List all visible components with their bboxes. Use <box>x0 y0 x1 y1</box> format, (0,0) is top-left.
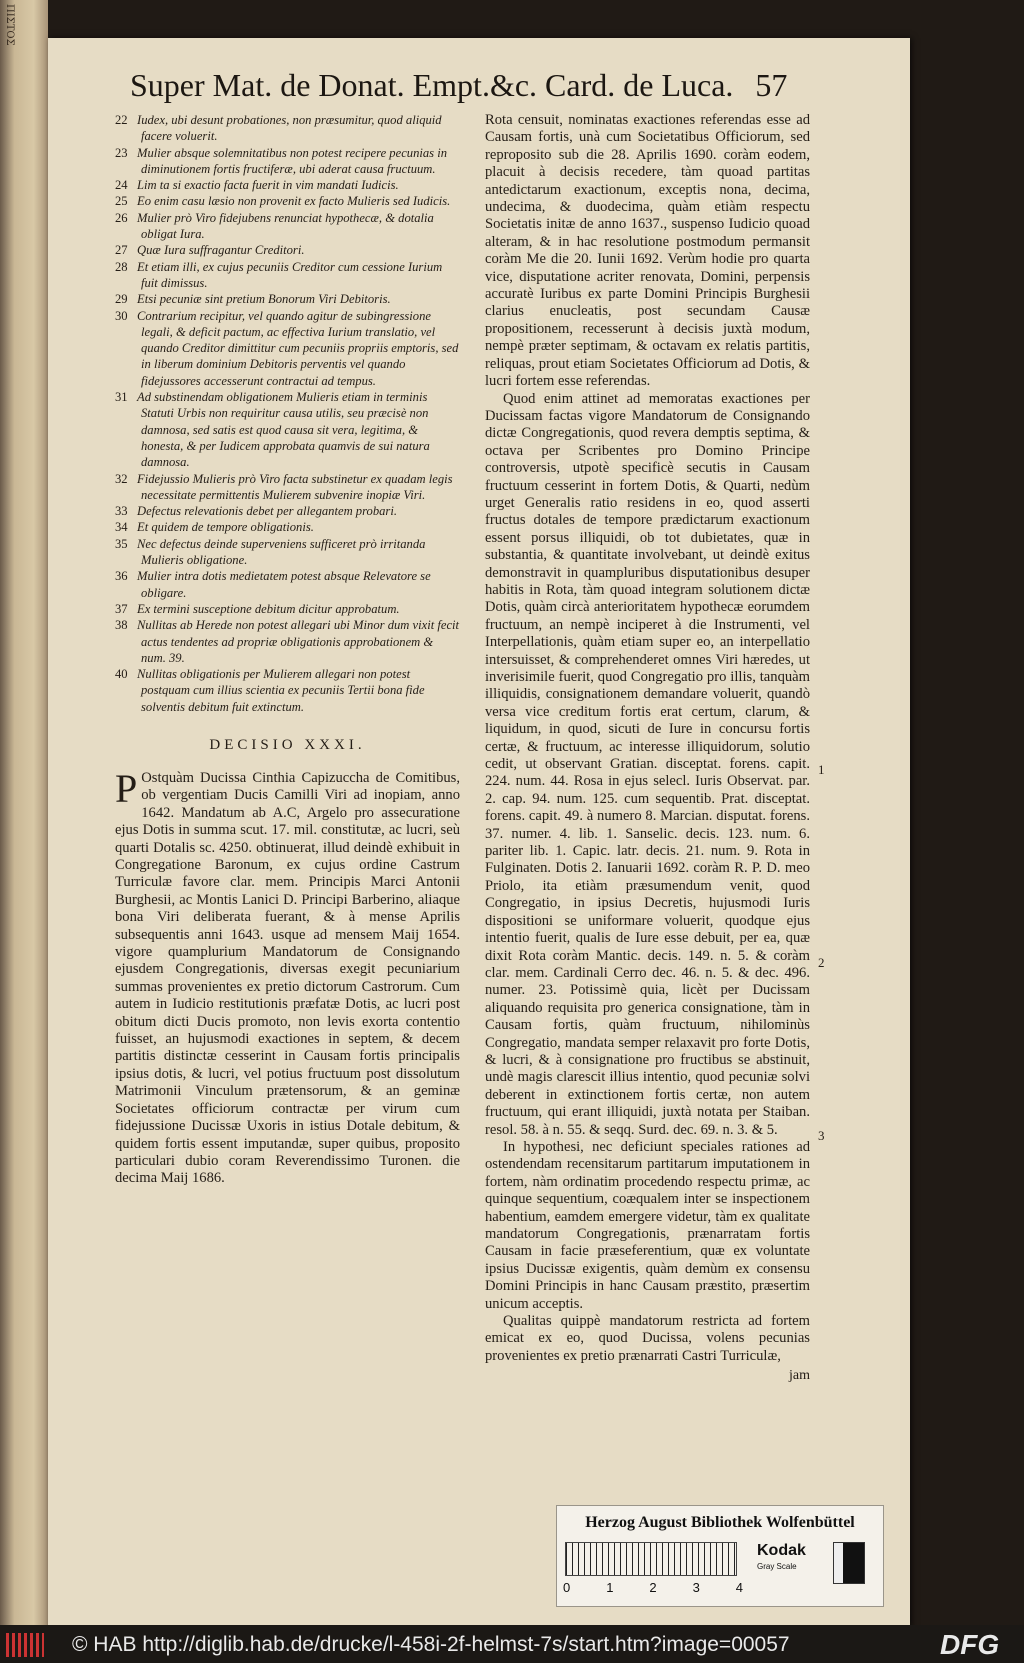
card-title: Herzog August Bibliothek Wolfenbüttel <box>585 1514 855 1531</box>
scale-label: 3 <box>692 1580 700 1595</box>
running-header <box>130 67 830 104</box>
summary-item <box>115 145 460 178</box>
scale-label: 1 <box>606 1580 614 1595</box>
left-column <box>115 112 460 1188</box>
body-paragraph: Quod enim attinet ad memoratas exactiones per Ducissam factas vigore Mandatorum de Consignando dictæ Congregationis, quod revera demptis septima, & octava per Scribentes pro Domino Principe controversis, utpotè specificè secutis in Causam fructuum cesserint in fortem Dotis, & Quarti, nedùm urget Generalis ratio residens in eo, quod asserti fructus dotales de tempore prædictarum exactionum essent porsus illiquidi, ob tot dubietates, quæ in substantia, & quantitate involvebant, ut deindè exitus demonstravit in quampluribus disputationibus desuper habitis in Rota, tàm quoad integram solutionem dictæ Dotis, quàm circà anterioritatem hypothecæ eorumdem fructuum, an nempè inciperet à die Instrumenti, vel Interpellationis, quàm etiam super eo, an interpellatio intersuisset, & comprehenderet omnes Viri hæredes, ut inverisimile fuerit, quod Congregatio pro illis, tanquàm illiquidis, consignationem demandare voluerit, quandò versa vice creditum fortis erat certum, clarum, & liquidum, in quod, sicuti de Iure in concursu fortis certæ, & fructuum, ac interesse illiquidorum, solutio cedit, ut observant Gratian. disceptat. forens. capit. 224. num. 44. Rosa in ejus selecl. Iuris Observat. par. 2. cap. 94. num. 125. cum sequentib. Prat. disceptat. forens. capit. 49. à numero 8. Marcian. disputat. forens. 37. numer. 4. lib. 1. Sanselic. decis. 123. num. 6. pariter lib. 1. Capic. latr. decis. 21. num. 9. Rota in Fulginaten. Dotis 2. Ianuarii 1692. coràm R. P. D. meo Priolo, ita etiàm præsumendum venit, quod Congregatio, in ipsius Decretis, hujusmodi Iuris dispositioni se uniformare voluerit, quodque ejus intentio fuerit, qualis de Iure esse debuit, per ea, quæ dixit Rota coràm Mantic. decis. 149. n. 5. & coràm clar. mem. Cardinali Cerro dec. 46. n. 5. & dec. 496. numer. 23. Potissimè quia, licèt per Ducissam aliquando requisita pro generica consignatione, tàm in Causam fortis, quàm fructuum, nihilominùs Congregatio, mandata semper relaxavit pro forte Dotis, & lucri, & à consignatione pro fructibus se abstinuit, undè magis clarescit illius intentio, quod pecuniæ solvi deberent in extinctionem fortis certæ, non autem fructuum, qui erant illiquidi, juxtà notata per Staiban. resol. 58. à n. 55. & seqq. Surd. dec. 69. n. 3. & 5. <box>485 390 810 1138</box>
summary-number: 24 <box>115 178 128 193</box>
summary-number: 26 <box>115 210 128 225</box>
summary-item <box>115 666 460 715</box>
summary-text: Quæ Iura suffragantur Creditori. <box>137 243 305 258</box>
gray-scale-label: Gray Scale <box>757 1562 797 1571</box>
summary-number: 31 <box>115 390 128 405</box>
body-paragraph: In hypothesi, nec deficiunt speciales rationes ad ostendendam recensitarum partitarum imputationem in fortem, nàm ordinatim procedendo respectu primæ, ac quinque sequentium, coæqualem inter se inspectionem habentium, eamdem emergere videtur, tàm ex qualitate mandatorum Congregationis, prænarratam fortis Causam in facie præseferentium, quæ ex voluntate ipsius Ducissæ exigentis, quàm demùm ex consensu Domini Principis in hanc Causam præstito, præsertim unicum acceptis. <box>485 1138 810 1312</box>
running-title: Super Mat. de Donat. Empt.&c. Card. de Luca. <box>130 67 734 103</box>
scale-label: 0 <box>563 1580 571 1595</box>
summary-number: 25 <box>115 194 128 209</box>
summary-item <box>115 242 460 258</box>
dfg-logo: DFG <box>940 1629 1000 1660</box>
summary-number: 32 <box>115 471 128 486</box>
summary-number: 37 <box>115 601 128 616</box>
right-paragraphs <box>485 112 810 1365</box>
summary-text: Nullitas obligationis per Mulierem allegari non potest postquam cum illius scientia ex pecuniis Tertii bona fide solventis debitum fuit extinctum. <box>137 667 425 714</box>
summary-list <box>115 112 460 715</box>
page-number: 57 <box>755 67 788 103</box>
summary-text: Ex termini susceptione debitum dicitur approbatum. <box>137 601 400 616</box>
gray-patch <box>833 1542 865 1584</box>
scale-ruler <box>565 1542 737 1576</box>
summary-number: 40 <box>115 667 128 682</box>
summary-item <box>115 471 460 504</box>
summary-item <box>115 519 460 535</box>
kodak-brand: Kodak <box>757 1542 806 1559</box>
summary-item <box>115 568 460 601</box>
margin-number: 2 <box>818 955 825 970</box>
summary-number: 35 <box>115 536 128 551</box>
summary-text: Lim ta si exactio facta fuerit in vim mandati Iudicis. <box>137 178 399 193</box>
decisio-text: Ostquàm Ducissa Cinthia Capizuccha de Comitibus, ob vergentiam Ducis Camilli Viri ad inopiam, anno 1642. Mandatum ab A.C, Argelo pro assecuratione ejus Dotis in summa scut. 17. mil. constitutæ, ac lucri, seù quarti Dotalis sc. 4250. obtinuerat, illud deindè exhibuit in Congregatione Baronum, ex cujus ordine Castrum Turriculæ favore clar. mem. Principis Marci Antonii Burghesii, ac Montis Lanici D. Principi Barberino, aliaque bona Viri deliberata fuerant, & à mense Aprilis subsequentis anni 1643. usque ad mensem Maij 1654. vigore quamplurium Mandatorum de Consignando ejusdem Congregationis, diversas exegit pecuniarium summas provenientes ex pretio dictorum Castrorum. Cum autem in Iudicio restitutionis præfatæ Dotis, ac lucri post obitum dicti Ducis promoto, non levis exorta contentio fuisset, an hujusmodi exactiones in septem, & decem partitis distinctæ cesserint in Causam fortis principalis ipsius dotis, & lucri, vel potius fructuum post dissolutum Matrimonii Vinculum prætensorum, & an geminæ Societates officiorum contractæ per virum cum fidejussione Ducissæ Uxoris in istius Dotale debitum, & quidem fortis essent imputandæ, super quibus, proposito particulari dubio coram Reverendissimo Turonen. die decima Maij 1686. <box>115 769 460 1187</box>
margin-number: 1 <box>818 762 825 777</box>
summary-text: Eo enim casu læsio non provenit ex facto Mulieris sed Iudicis. <box>137 194 451 209</box>
scale-label: 4 <box>735 1580 743 1595</box>
margin-number: 3 <box>818 1128 825 1143</box>
summary-number: 28 <box>115 259 128 274</box>
decisio-body <box>115 765 460 1188</box>
body-paragraph: Rota censuit, nominatas exactiones referendas esse ad Causam fortis, unà cum Societatibus Officiorum, sed reproposito sub die 28. Aprilis 1690. coràm eodem, placuit à decisis recedere, tàm quoad partitas antedictarum exactionum, exceptis nona, decima, undecima, & duodecima, quàm etiàm respectu Societatis initæ de anno 1637., suspenso Iudicio quoad alteram, & in hac resolutione postmodum permansit coràm Me die 20. Iunii 1692. Verùm hodie pro quarta vice, disputatione acriter renovata, Domini, perpensis accuratè Iuribus ex parte Domini Principis Burghesii clarius enucleatis, post secundam Causæ propositionem, recesserunt à decisis juxtà modum, nempè præter septimam, & octavam ex relatis partitis, reliquas, prout etiam Societates Officiorum ad Dotis, & lucri fortem esse referendas. <box>485 112 810 390</box>
summary-text: Nullitas ab Herede non potest allegari ubi Minor dum vixit fecit actus tendentes ad propriæ obligationis approbationem & num. 39. <box>137 618 460 665</box>
summary-text: Defectus relevationis debet per allegantem probari. <box>137 504 397 519</box>
summary-text: Nec defectus deinde superveniens sufficeret prò irritanda Mulieris obligatione. <box>137 536 426 568</box>
summary-text: Etsi pecuniæ sint pretium Bonorum Viri Debitoris. <box>137 292 391 307</box>
dropcap: P <box>115 765 138 811</box>
facing-page-edge <box>0 0 48 1625</box>
barcode-icon <box>6 1633 44 1657</box>
summary-text: Mulier intra dotis medietatem potest absque Relevatore se obligare. <box>137 569 431 600</box>
summary-text: Mulier prò Viro fidejubens renunciat hypothecæ, & dotalia obligat Iura. <box>137 210 434 242</box>
summary-text: Ad substinendam obligationem Mulieris etiam in terminis Statuti Urbis non requiritur causa utilis, seu præcisè non damnosa, sed satis est quod causa sit vera, legitima, & honesta, & per Iudicem approbata quamvis de sui natura damnosa. <box>137 390 430 470</box>
summary-text: Fidejussio Mulieris prò Viro facta substinetur ex quadam legis necessitate permittentis Mulierem subvenire inopiæ Viri. <box>137 471 453 502</box>
summary-text: Et quidem de tempore obligationis. <box>137 520 314 535</box>
scale-labels <box>563 1580 743 1595</box>
summary-item <box>115 536 460 569</box>
summary-item <box>115 193 460 209</box>
body-paragraph: Qualitas quippè mandatorum restricta ad fortem emicat ex eo, quod Ducissa, volens pecunias provenientes ex pretio prænarrati Castri Turriculæ, <box>485 1313 810 1364</box>
summary-text: Iudex, ubi desunt probationes, non præsumitur, quod aliquid facere voluerit. <box>137 113 442 144</box>
footer-bar <box>0 1625 1024 1663</box>
summary-number: 23 <box>115 145 128 160</box>
footer-credit[interactable]: © HAB http://diglib.hab.de/drucke/l-458i-2f-helmst-7s/start.htm?image=00057 <box>72 1633 790 1656</box>
summary-item <box>115 112 460 145</box>
summary-item <box>115 308 460 389</box>
catchword: jam <box>789 1368 810 1384</box>
edge-stamp-text: ΠΙΣΤΟΣ <box>4 4 15 46</box>
summary-number: 22 <box>115 113 128 127</box>
summary-number: 30 <box>115 308 128 323</box>
summary-number: 33 <box>115 504 128 519</box>
summary-text: Et etiam illi, ex cujus pecuniis Creditor cum cessione Iurium fuit dimissus. <box>137 259 443 290</box>
summary-number: 29 <box>115 292 128 307</box>
summary-item <box>115 389 460 470</box>
summary-item <box>115 210 460 243</box>
summary-item <box>115 601 460 617</box>
summary-text: Mulier absque solemnitatibus non potest recipere pecunias in diminutionem fortis fructiferæ, ubi aderat causa fructuum. <box>137 145 448 176</box>
color-reference-card <box>556 1505 884 1607</box>
scale-label: 2 <box>649 1580 657 1595</box>
summary-item <box>115 617 460 666</box>
summary-number: 38 <box>115 618 128 633</box>
summary-item <box>115 259 460 292</box>
summary-item <box>115 503 460 519</box>
summary-item <box>115 177 460 193</box>
summary-item <box>115 291 460 307</box>
summary-number: 27 <box>115 243 128 258</box>
summary-text: Contrarium recipitur, vel quando agitur de subingressione legali, & deficit pactum, ac effectiva Iurium translatio, vel quando Creditor dimittitur cum pecuniis propriis emptoris, sed in liberum dominium Debitoris perventis vel quando fidejussores accesserunt contractui ad tempus. <box>137 308 459 388</box>
decisio-title: DECISIO XXXI. <box>209 736 366 753</box>
summary-number: 34 <box>115 520 128 535</box>
right-column <box>485 112 810 1385</box>
summary-number: 36 <box>115 569 128 584</box>
